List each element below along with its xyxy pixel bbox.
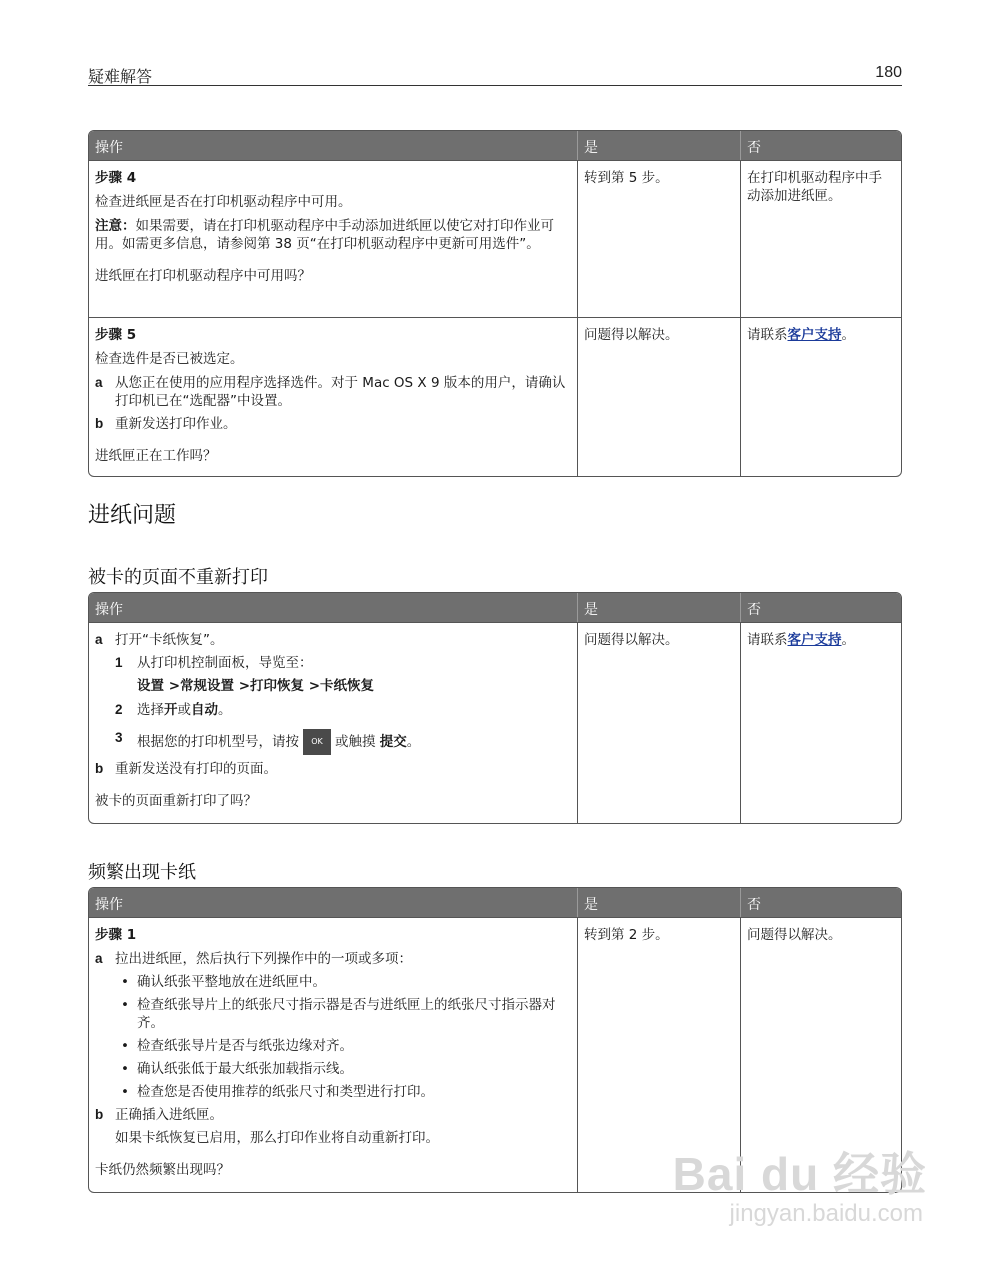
sub-step [95, 729, 571, 755]
action-cell [89, 161, 577, 317]
bullet-item [95, 1083, 571, 1101]
bullet-text: 检查纸张导片上的纸张尺寸指示器是否与进纸匣上的纸张尺寸指示器对齐。 [137, 997, 556, 1031]
ok-button-icon: OK [303, 729, 331, 755]
bullet-item [95, 996, 571, 1032]
no-cell: 在打印机驱动程序中手动添加进纸匣。 [740, 161, 901, 317]
instruction-text: 检查进纸匣是否在打印机驱动程序中可用。 [95, 194, 352, 210]
sub-step-text: 从打印机控制面板，导览至： [137, 655, 313, 671]
instruction-text: 检查选件是否已被选定。 [95, 351, 244, 367]
no-cell: 问题得以解决。 [740, 918, 901, 1192]
watermark-logo: Bai du 经验 [672, 1148, 927, 1200]
list-item [95, 760, 571, 778]
no-cell [740, 623, 901, 823]
sub-step-number: 2 [115, 702, 123, 717]
list-item-text: 重新发送打印作业。 [115, 416, 237, 432]
action-cell [89, 623, 577, 823]
list-marker: b [95, 416, 104, 431]
page-number: 180 [875, 64, 902, 81]
list-marker: a [95, 632, 103, 647]
col-no: 否 [740, 593, 901, 622]
note [95, 217, 571, 253]
subsection-title: 被卡的页面不重新打印 [88, 567, 268, 588]
watermark-url: jingyan.baidu.com [729, 1200, 923, 1227]
note-text: 如果需要，请在打印机驱动程序中手动添加进纸匣以使它对打印作业可用。如需更多信息，请参阅第 38 页“在打印机驱动程序中更新可用选件”。 [95, 218, 554, 252]
col-action: 操作 [95, 897, 123, 913]
question-text: 卡纸仍然频繁出现吗？ [95, 1162, 230, 1178]
subsection-title: 频繁出现卡纸 [88, 862, 196, 883]
yes-cell: 问题得以解决。 [577, 623, 740, 823]
no-cell [740, 318, 901, 476]
customer-support-link[interactable]: 客户支持 [787, 327, 842, 343]
bullet-item [95, 1037, 571, 1055]
col-action: 操作 [95, 602, 123, 618]
bullet-icon: • [121, 1061, 129, 1077]
col-yes: 是 [577, 593, 740, 622]
no-prefix: 请联系 [747, 632, 788, 648]
note-label: 注意： [95, 218, 136, 234]
question-text: 被卡的页面重新打印了吗？ [95, 793, 257, 809]
bullet-text: 确认纸张平整地放在进纸匣中。 [137, 974, 326, 990]
list-item [95, 950, 571, 968]
list-marker: b [95, 1107, 104, 1122]
list-item [95, 374, 571, 410]
header-rule [88, 85, 902, 86]
sub-step [95, 701, 571, 719]
table-header [89, 131, 901, 160]
section-title: 进纸问题 [88, 503, 177, 528]
step-label: 步骤 4 [95, 170, 137, 186]
action-cell [89, 918, 577, 1192]
sub-step-text [137, 729, 420, 755]
bullet-icon: • [121, 974, 129, 990]
yes-cell: 问题得以解决。 [577, 318, 740, 476]
sub-step-number: 3 [115, 730, 123, 745]
list-item-text: 从您正在使用的应用程序选择选件。对于 Mac OS X 9 版本的用户，请确认打印机已在“选配器”中设置。 [115, 375, 566, 409]
step-label: 步骤 1 [95, 927, 137, 943]
col-no: 否 [740, 131, 901, 160]
bullet-icon: • [121, 997, 129, 1013]
no-suffix: 。 [841, 327, 855, 343]
table-row [89, 317, 901, 476]
step-label: 步骤 5 [95, 327, 137, 343]
submit-label: 提交 [379, 734, 407, 750]
no-prefix: 请联系 [747, 327, 788, 343]
list-item [95, 631, 571, 649]
bullet-icon: • [121, 1038, 129, 1054]
bullet-item [95, 1060, 571, 1078]
bullet-icon: • [121, 1084, 129, 1100]
bullet-text: 确认纸张低于最大纸张加载指示线。 [137, 1061, 353, 1077]
text-fragment: 或 [177, 702, 191, 718]
baidu-watermark [672, 1138, 927, 1227]
question-text: 进纸匣正在工作吗？ [95, 448, 217, 464]
list-item-text: 拉出进纸匣，然后执行下列操作中的一项或多项： [115, 951, 412, 967]
action-cell [89, 318, 577, 476]
list-item-text: 重新发送没有打印的页面。 [115, 761, 277, 777]
bullet-item [95, 973, 571, 991]
table-row [89, 160, 901, 317]
col-action: 操作 [95, 140, 123, 156]
yes-cell: 转到第 2 步。 [577, 918, 740, 1192]
text-fragment: 。 [406, 734, 421, 750]
bullet-text: 检查纸张导片是否与纸张边缘对齐。 [137, 1038, 353, 1054]
customer-support-link[interactable]: 客户支持 [787, 632, 842, 648]
option-on: 开 [164, 702, 178, 718]
option-auto: 自动 [191, 702, 218, 718]
text-fragment: 选择 [137, 702, 164, 718]
list-item [95, 1106, 571, 1124]
bullet-text: 检查您是否使用推荐的纸张尺寸和类型进行打印。 [137, 1084, 434, 1100]
item-b-note: 如果卡纸恢复已启用，那么打印作业将自动重新打印。 [115, 1130, 439, 1146]
question-text: 进纸匣在打印机驱动程序中可用吗？ [95, 268, 311, 284]
yes-cell: 转到第 5 步。 [577, 161, 740, 317]
header-title: 疑难解答 [88, 67, 153, 86]
sub-step-text [137, 701, 232, 719]
list-item-text: 正确插入进纸匣。 [115, 1107, 223, 1123]
table-header [89, 593, 901, 622]
list-marker: a [95, 375, 103, 390]
list-item-text: 打开“卡纸恢复”。 [115, 632, 224, 648]
sub-step-number: 1 [115, 655, 123, 670]
no-suffix: 。 [841, 632, 855, 648]
text-fragment: 。 [218, 702, 232, 718]
text-fragment: 根据您的打印机型号，请按 [137, 734, 299, 750]
table-header [89, 888, 901, 917]
col-yes: 是 [577, 131, 740, 160]
col-no: 否 [740, 888, 901, 917]
troubleshoot-table-2 [88, 592, 902, 824]
list-item [95, 415, 571, 433]
col-yes: 是 [577, 888, 740, 917]
troubleshoot-table-1 [88, 130, 902, 477]
table-row [89, 622, 901, 823]
sub-step [95, 654, 571, 672]
text-fragment: 或触摸 [335, 734, 376, 750]
list-marker: b [95, 761, 104, 776]
list-marker: a [95, 951, 103, 966]
menu-path: 设置 >常规设置 >打印恢复 >卡纸恢复 [137, 678, 375, 694]
